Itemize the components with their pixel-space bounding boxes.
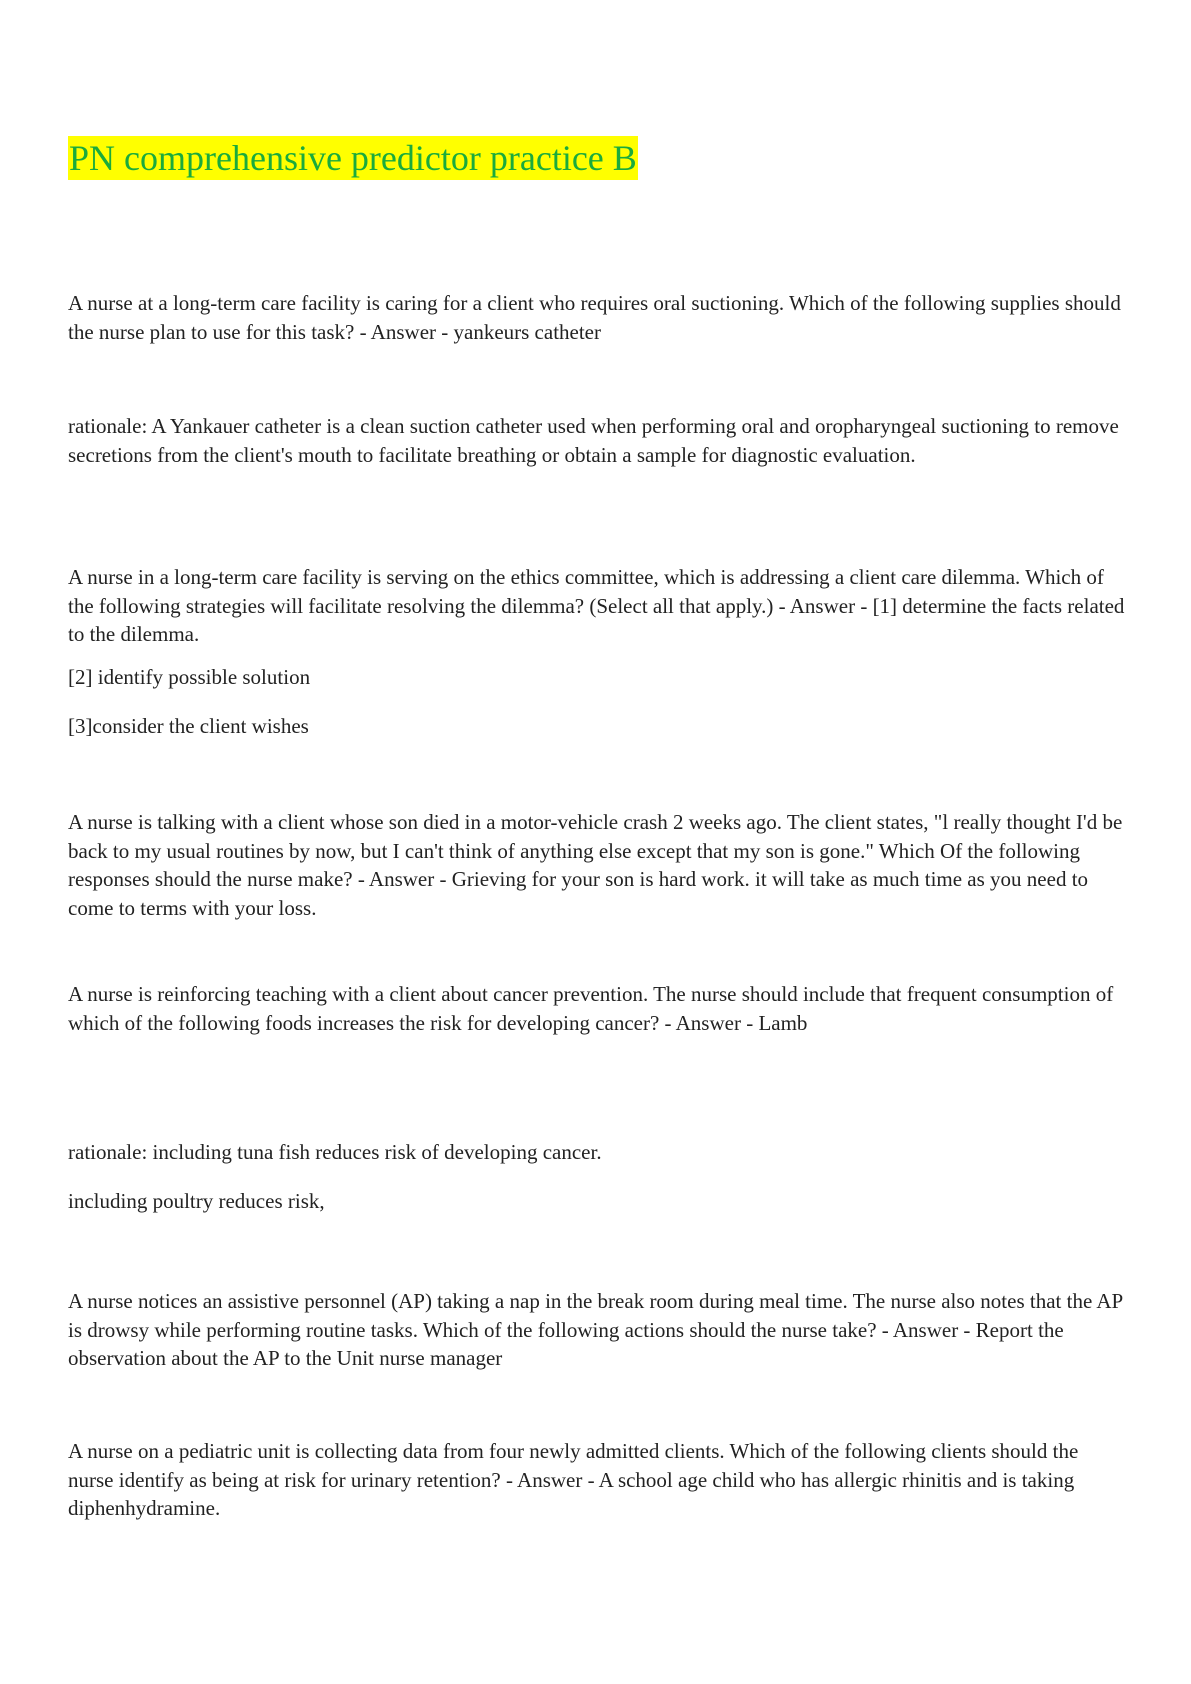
answer-item-3: [3]consider the client wishes	[68, 714, 309, 738]
question-urinary-retention: A nurse on a pediatric unit is collecting data from four newly admitted clients. Which of the following clients should the nurse identify as being at risk for urinary retention? - Answer - A school age child who has allergic rhinitis and is taking diphenhydramine.	[68, 1439, 1079, 1521]
rationale-yankauer: rationale: A Yankauer catheter is a clean suction catheter used when performing oral and oropharyngeal suctioning to remove secretions from the client's mouth to facilitate breathing or obtain a sample for diagnostic evaluation.	[68, 414, 1119, 467]
document-title: PN comprehensive predictor practice B	[69, 138, 637, 178]
question-drowsy-ap: A nurse notices an assistive personnel (AP) taking a nap in the break room during meal time. The nurse also notes that the AP is drowsy while performing routine tasks. Which of the following actions should the nurse take? - Answer - Report the observation about the AP to the Unit nurse manager	[68, 1289, 1123, 1371]
rationale-poultry: including poultry reduces risk,	[68, 1189, 325, 1213]
question-ethics-committee: A nurse in a long-term care facility is serving on the ethics committee, which is addressing a client care dilemma. Which of the following strategies will facilitate resolving the dilemma? (Select all that apply.) - Answer - [1] determine the facts related to the dilemma.	[68, 565, 1125, 647]
answer-item-2: [2] identify possible solution	[68, 665, 311, 689]
rationale-tuna: rationale: including tuna fish reduces risk of developing cancer.	[68, 1140, 602, 1164]
question-suctioning: A nurse at a long-term care facility is caring for a client who requires oral suctioning. Which of the following supplies should the nurse plan to use for this task? - Answer - yankeurs catheter	[68, 291, 1121, 344]
question-grieving: A nurse is talking with a client whose son died in a motor-vehicle crash 2 weeks ago. The client states, "l really thought I'd be back to my usual routines by now, but I can't think of anything else except that my son is gone." Which Of the following responses should the nurse make? - Answer - Grieving for your son is hard work. it will take as much time as you need to come to terms with your loss.	[68, 810, 1123, 920]
question-cancer-prevention: A nurse is reinforcing teaching with a client about cancer prevention. The nurse should include that frequent consumption of which of the following foods increases the risk for developing cancer? - Answer - Lamb	[68, 982, 1114, 1035]
